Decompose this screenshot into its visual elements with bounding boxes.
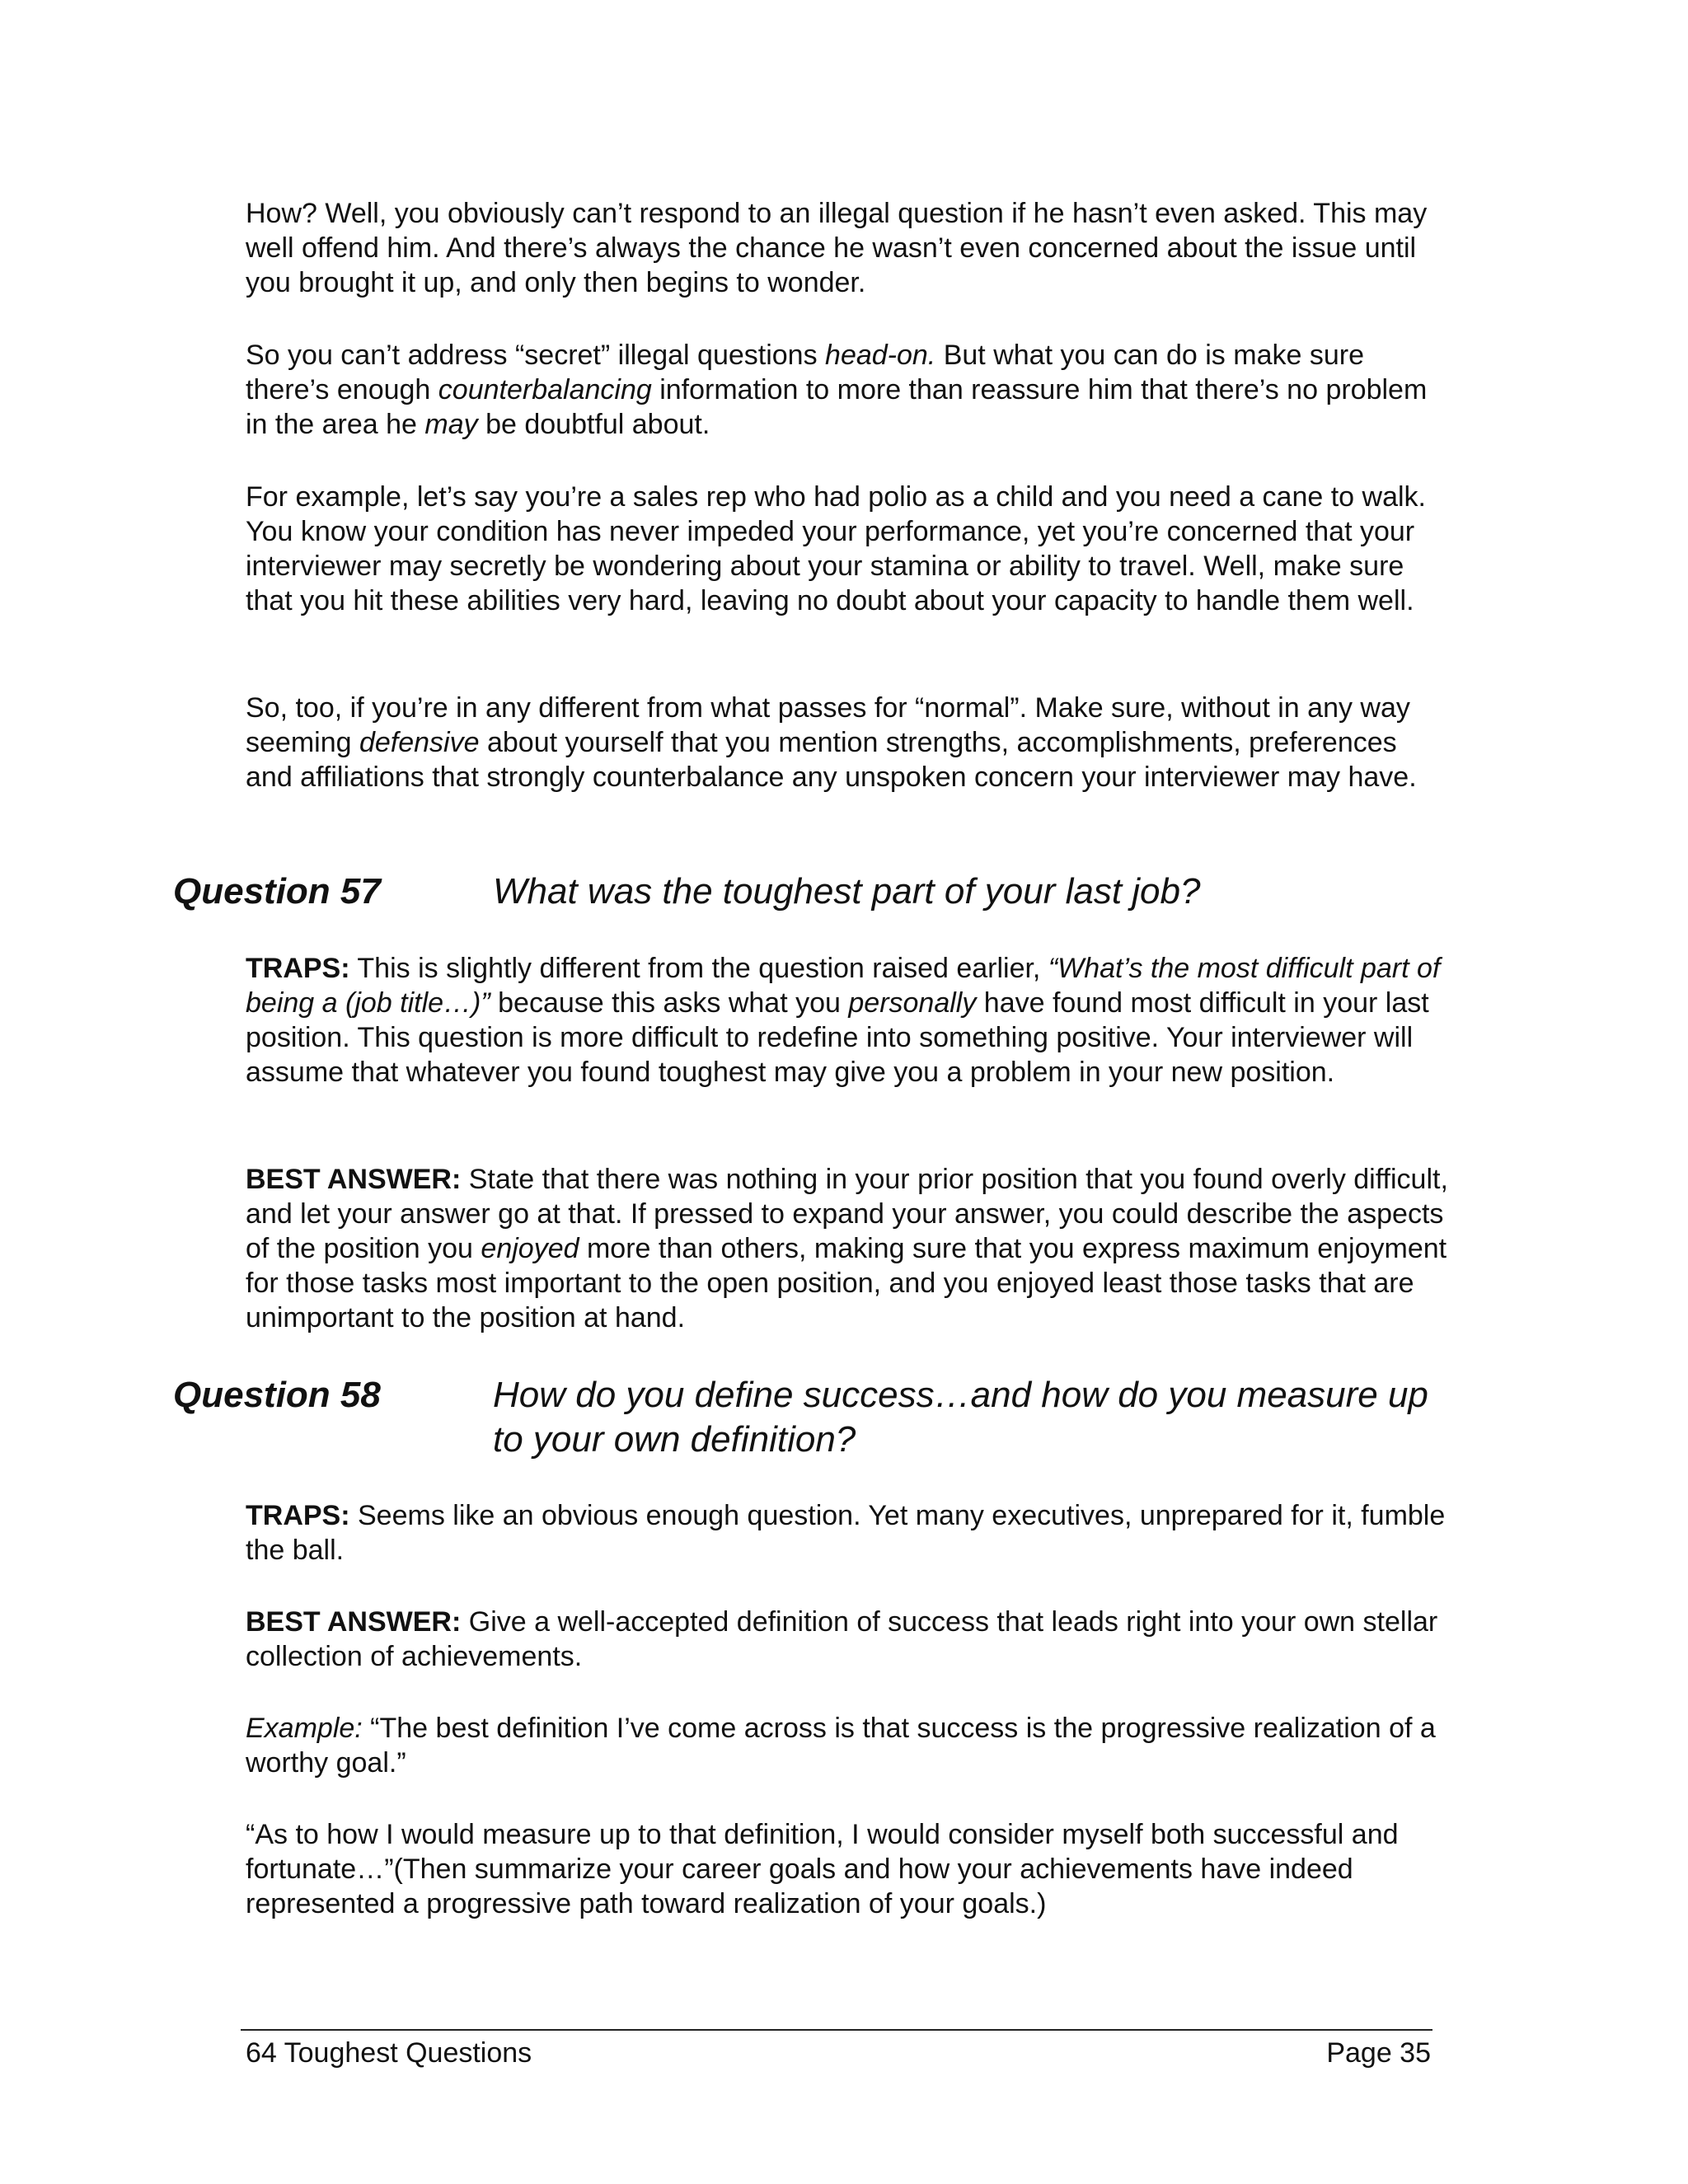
question-number: Question 57: [173, 871, 381, 912]
best-answer-label: BEST ANSWER:: [246, 1164, 462, 1195]
paragraph-text: But what you can do is make sure there’s enough: [246, 340, 1364, 405]
paragraph-text: Give a well-accepted definition of success that leads right into your own stellar collection of achievements.: [246, 1606, 1438, 1672]
example-label: Example:: [246, 1713, 363, 1744]
footer-page-number: Page 35: [1326, 2037, 1431, 2069]
paragraph-counterbalancing: [246, 338, 1449, 442]
paragraph-illegal-question: How? Well, you obviously can’t respond to an illegal question if he hasn’t even asked. This may well offend him. And there’s always the chance he wasn’t even concerned about the issue until you brought it up, and only then begins to wonder.: [246, 198, 1428, 298]
question-text: How do you define success…and how do you measure up to your own definition?: [493, 1375, 1428, 1460]
paragraph-text: So you can’t address “secret” illegal questions: [246, 340, 826, 371]
paragraph-text: State that there was nothing in your prior position that you found overly difficult, and let your answer go at that. If pressed to expand your answer, you could describe the aspects of the position you: [246, 1164, 1448, 1264]
emphasis-text: head-on.: [825, 340, 936, 371]
paragraph-text: have found most difficult in your last position. This question is more difficult to redefine into something positive. Your interviewer will assume that whatever you found toughest may give you a problem in your new position.: [246, 987, 1429, 1088]
q58-best-answer: [246, 1605, 1449, 1674]
paragraph-text: “The best definition I’ve come across is that success is the progressive realization of a worthy goal.”: [246, 1713, 1436, 1779]
paragraph-text: more than others, making sure that you express maximum enjoyment for those tasks most important to the open position, and you enjoyed least those tasks that are unimportant to the position at hand.: [246, 1233, 1447, 1333]
q58-closing: “As to how I would measure up to that definition, I would consider myself both successful and fortunate…”(Then summarize your career goals and how your achievements have indeed represented a progressive path toward realization of your goals.): [246, 1819, 1399, 1919]
q57-traps: [246, 951, 1449, 1090]
q58-example: [246, 1711, 1449, 1780]
paragraph-text: So, too, if you’re in any different from what passes for “normal”. Make sure, without in any way seeming: [246, 692, 1410, 758]
paragraph-text: because this asks what you: [490, 987, 849, 1019]
footer-book-title: 64 Toughest Questions: [246, 2037, 532, 2069]
paragraph-normal: [246, 691, 1449, 794]
emphasis-text: “What’s the most difficult part of being a (job title…)”: [246, 953, 1441, 1019]
paragraph-text: about yourself that you mention strengths, accomplishments, preferences and affiliations that strongly counterbalance any unspoken concern your interviewer may have.: [246, 727, 1417, 793]
paragraph-example-sales-rep: For example, let’s say you’re a sales rep who had polio as a child and you need a cane to walk. You know your condition has never impeded your performance, yet you’re concerned that your interviewer may secretly be wondering about your stamina or ability to travel. Well, make sure that you hit these abilities very hard, leaving no doubt about your capacity to handle them well.: [246, 481, 1426, 616]
emphasis-text: defensive: [359, 727, 480, 758]
emphasis-text: may: [424, 409, 478, 440]
emphasis-text: enjoyed: [481, 1233, 579, 1264]
traps-label: TRAPS:: [246, 1500, 350, 1531]
best-answer-label: BEST ANSWER:: [246, 1606, 462, 1638]
question-number: Question 58: [173, 1375, 381, 1415]
paragraph-text: be doubtful about.: [477, 409, 710, 440]
paragraph-text: This is slightly different from the question raised earlier,: [349, 953, 1048, 984]
traps-label: TRAPS:: [246, 953, 350, 984]
paragraph-text: Seems like an obvious enough question. Yet many executives, unprepared for it, fumble the ball.: [246, 1500, 1446, 1566]
q57-best-answer: [246, 1162, 1449, 1335]
emphasis-text: personally: [848, 987, 977, 1019]
q58-traps: [246, 1498, 1449, 1568]
question-text: What was the toughest part of your last job?: [493, 871, 1201, 912]
footer-divider: [241, 2029, 1432, 2031]
paragraph-text: information to more than reassure him that there’s no problem in the area he: [246, 374, 1428, 440]
emphasis-text: counterbalancing: [438, 374, 652, 405]
